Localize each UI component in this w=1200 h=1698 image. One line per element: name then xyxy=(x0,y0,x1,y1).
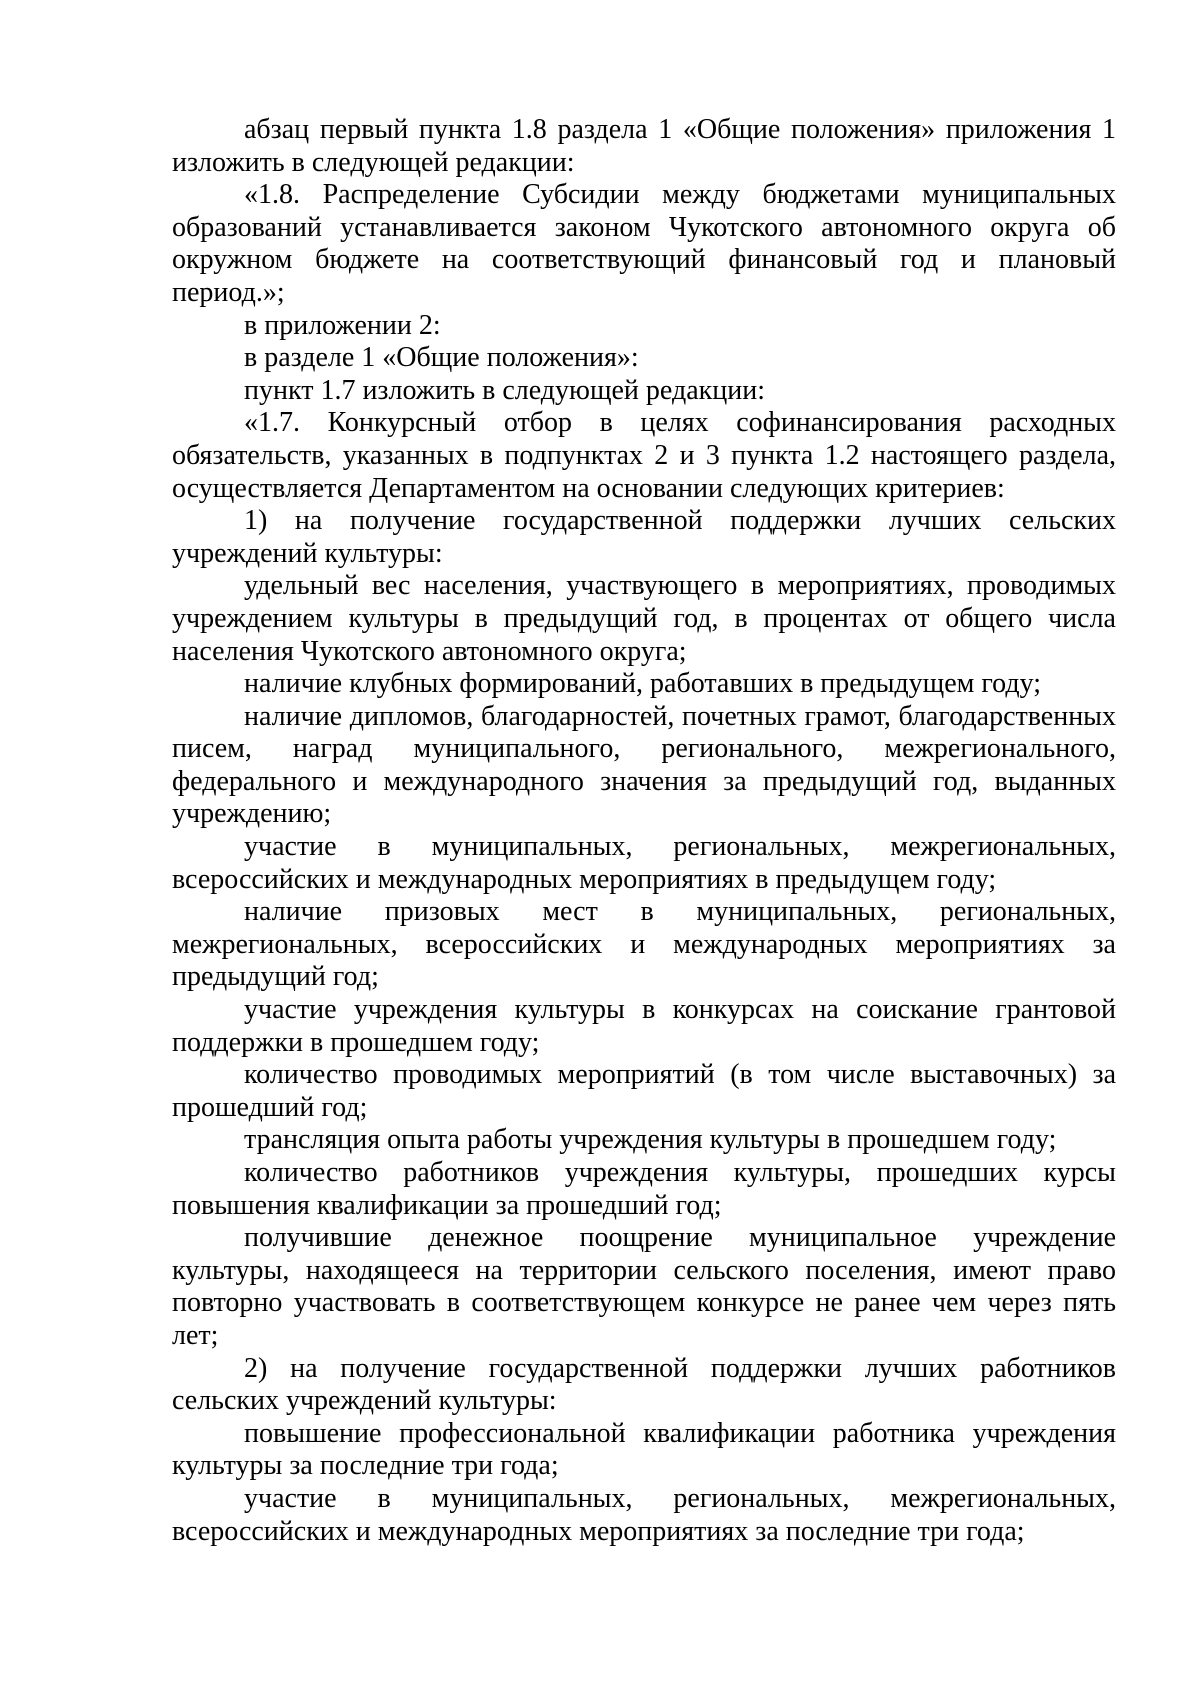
paragraph: 2) на получение государственной поддержки лучших работников сельских учреждений культуры: xyxy=(172,1352,1116,1417)
paragraph: наличие призовых мест в муниципальных, региональных, межрегиональных, всероссийских и международных мероприятиях за предыдущий год; xyxy=(172,896,1116,993)
paragraph: «1.7. Конкурсный отбор в целях софинансирования расходных обязательств, указанных в подпунктах 2 и 3 пункта 1.2 настоящего раздела, осуществляется Департаментом на основании следующих критериев: xyxy=(172,407,1116,504)
paragraph: «1.8. Распределение Субсидии между бюджетами муниципальных образований устанавливается законом Чукотского автономного округа об окружном бюджете на соответствующий финансовый год и плановый период.»; xyxy=(172,179,1116,308)
paragraph: трансляция опыта работы учреждения культуры в прошедшем году; xyxy=(244,1124,1057,1156)
paragraph: участие в муниципальных, региональных, межрегиональных, всероссийских и международных мероприятиях в предыдущем году; xyxy=(172,831,1116,895)
paragraph: наличие дипломов, благодарностей, почетных грамот, благодарственных писем, наград муниципального, регионального, межрегионального, федерального и международного значения за предыдущий год, выданных учреждению; xyxy=(172,700,1116,830)
paragraph: количество работников учреждения культуры, прошедших курсы повышения квалификации за прошедший год; xyxy=(172,1157,1116,1221)
paragraph: удельный вес населения, участвующего в мероприятиях, проводимых учреждением культуры в предыдущий год, в процентах от общего числа населения Чукотского автономного округа; xyxy=(172,570,1116,667)
paragraph: участие учреждения культуры в конкурсах на соискание грантовой поддержки в прошедшем году; xyxy=(172,994,1116,1058)
paragraph: наличие клубных формирований, работавших в предыдущем году; xyxy=(244,668,1042,700)
paragraph: 1) на получение государственной поддержки лучших сельских учреждений культуры: xyxy=(172,505,1116,569)
paragraph: участие в муниципальных, региональных, межрегиональных, всероссийских и международных мероприятиях за последние три года; xyxy=(172,1482,1116,1547)
document-page xyxy=(172,114,1116,1548)
paragraph: количество проводимых мероприятий (в том числе выставочных) за прошедший год; xyxy=(172,1059,1116,1123)
paragraph: в приложении 2: xyxy=(244,309,441,341)
paragraph: в разделе 1 «Общие положения»: xyxy=(244,342,639,374)
paragraph: получившие денежное поощрение муниципальное учреждение культуры, находящееся на территории сельского поселения, имеют право повторно участвовать в соответствующем конкурсе не ранее чем через пять лет; xyxy=(172,1222,1116,1351)
paragraph: абзац первый пункта 1.8 раздела 1 «Общие положения» приложения 1 изложить в следующей редакции: xyxy=(172,114,1116,178)
paragraph: пункт 1.7 изложить в следующей редакции: xyxy=(244,374,765,406)
paragraph: повышение профессиональной квалификации работника учреждения культуры за последние три года; xyxy=(172,1417,1116,1482)
